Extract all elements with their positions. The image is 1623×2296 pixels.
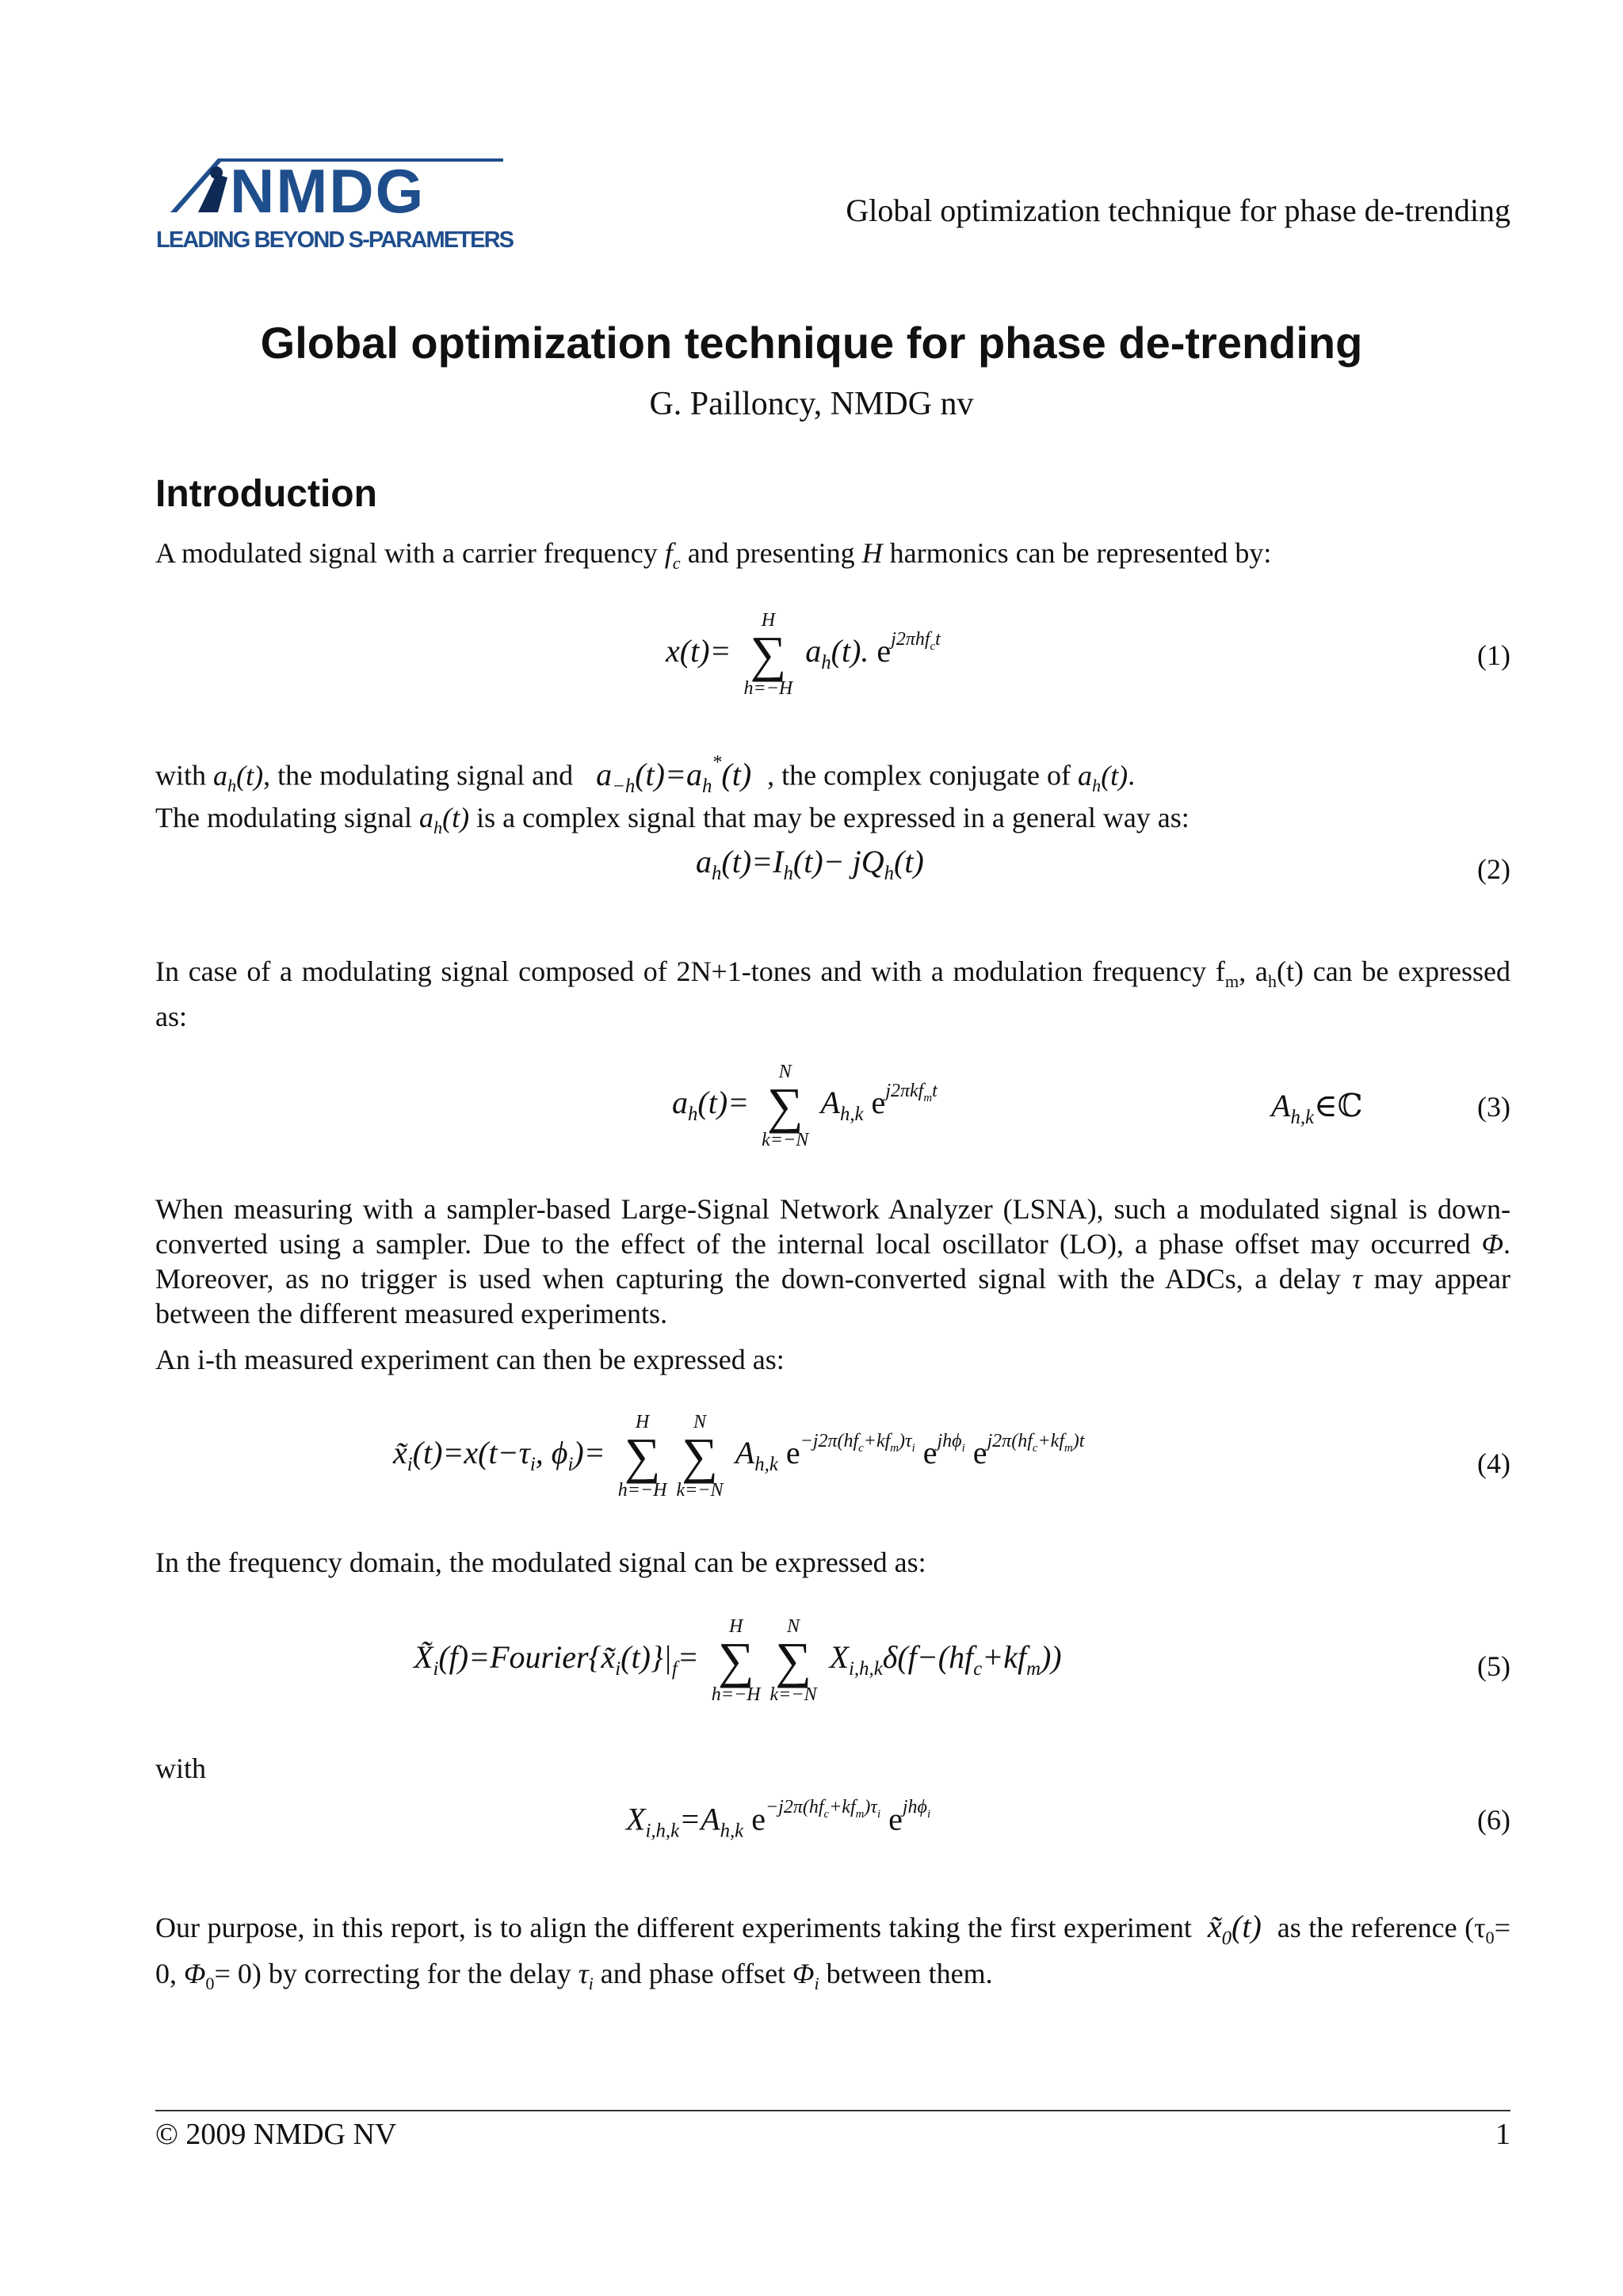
paragraph-purpose: Our purpose, in this report, is to align the different experiments taking the first experiment $x̃_0(t)$ as the reference ($\tau_0= 0$, $\Phi_0= 0$) by correcting for the delay $\tau_i$ and phase offset $\Phi_i$ between them.	[155, 1909, 1511, 1994]
paragraph-frequency: In the frequency domain, the modulated signal can be expressed as:	[155, 1547, 926, 1578]
paragraph-lsna: When measuring with a sampler-based Large-Signal Network Analyzer (LSNA), such a modulated signal is down-converted using a sampler. Due to the effect of the internal local oscillator (LO), a phase offset may occurred Φ. Moreover, as no trigger is used when capturing the down-converted signal with the ADCs, a delay τ may appear between the different measured experiments.	[155, 1193, 1511, 1329]
running-title: Global optimization technique for phase de-trending	[846, 193, 1510, 228]
equation-number-5: (5)	[1477, 1650, 1510, 1682]
footer-divider	[155, 2110, 1510, 2111]
document-title: Global optimization technique for phase de-trending	[260, 318, 1363, 368]
paragraph-modulating: The modulating signal $a_h(t)$ is a complex signal that may be expressed in a general way as:	[155, 802, 1190, 838]
svg-text:LEADING BEYOND S-PARAMETERS: LEADING BEYOND S-PARAMETERS	[156, 227, 514, 253]
page-number: 1	[1495, 2118, 1510, 2151]
author-line: G. Paillоncy, NMDG nv	[649, 386, 974, 422]
footer-copyright: © 2009 NMDG NV	[155, 2118, 397, 2151]
equation-number-6: (6)	[1477, 1804, 1510, 1836]
equation-number-4: (4)	[1477, 1447, 1510, 1479]
paragraph-experiment: An i-th measured experiment can then be expressed as:	[155, 1344, 785, 1375]
equation-6: $X_{i,h,k}=A_{h,k}$ $e^{-j2\pi(hf_c+kf_m)\tau_i}$ $e^{jh\phi_i}$	[626, 1797, 931, 1842]
equation-number-2: (2)	[1477, 853, 1510, 885]
paragraph-tones: In case of a modulating signal composed of 2N+1-tones and with a modulation frequency $f_m$, $a_h(t)$ can be expressed as:	[155, 955, 1511, 1033]
equation-1: x(t)= H ∑ h=−H $a_h(t)$. $e^{j2\pi hf_ct}$	[666, 610, 941, 699]
equation-2: $a_h(t)=I_h(t)- jQ_h(t)$	[696, 844, 924, 884]
equation-number-1: (1)	[1477, 639, 1510, 671]
paragraph-intro: A modulated signal with a carrier frequency $f_c$ and presenting H harmonics can be represented by:	[155, 537, 1272, 574]
equation-3-domain: $A_{h,k}\in ℂ$	[1271, 1088, 1363, 1128]
equation-number-3: (3)	[1477, 1091, 1510, 1123]
equation-4: $x̃_i(t)=x(t-\tau_i$, $\phi_i)=$ H ∑ h=−H N ∑ k=−N $A_{h,k}$ $e^{-j2\pi(hf_c+kf_m)\tau_i}$ $e^{jh\phi_i}$ $e^{j2\pi(hf_c+kf_m)t}$	[393, 1412, 1085, 1501]
section-heading: Introduction	[155, 473, 377, 515]
svg-text:NMDG: NMDG	[230, 156, 426, 226]
paragraph-with-2: with	[155, 1753, 207, 1784]
equation-3: $a_h(t)=$ N ∑ k=−N $A_{h,k}$ $e^{j2\pi kf_mt}$	[672, 1062, 938, 1150]
equation-5: $X̃_i(f)=Fourier\{x̃_i(t)\}|_f=$ H ∑ h=−H N ∑ k=−N $X_{i,h,k}\delta(f-(hf_c+kf_m))$	[414, 1616, 1062, 1705]
nmdg-logo	[155, 151, 519, 254]
paragraph-with: with $a_h(t)$, the modulating signal and $a_{-h}(t)=a_h^*(t)$ , the complex conjugate of $a_h(t)$.	[155, 752, 1136, 797]
